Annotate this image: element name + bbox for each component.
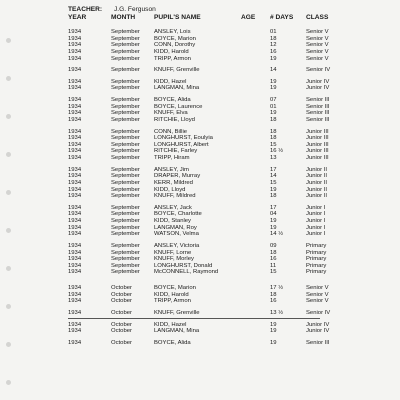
table-row xyxy=(0,298,400,305)
cell-days: 15 xyxy=(270,141,277,148)
cell-pupil-name: KNUFF, Grenville xyxy=(154,309,200,316)
cell-year: 1934 xyxy=(68,55,82,62)
cell-pupil-name: KIDD, Harold xyxy=(154,48,189,55)
table-row xyxy=(0,117,400,124)
cell-days: 19 xyxy=(270,328,277,335)
cell-month: September xyxy=(111,135,140,142)
cell-pupil-name: ANSLEY, Jim xyxy=(154,166,189,173)
cell-class: Junior II xyxy=(306,186,327,193)
teacher-line xyxy=(68,6,156,13)
cell-year: 1934 xyxy=(68,35,82,42)
cell-days: 18 xyxy=(270,249,277,256)
cell-pupil-name: WATSON, Velma xyxy=(154,231,199,238)
cell-class: Junior III xyxy=(306,135,329,142)
cell-class: Senior III xyxy=(306,97,330,103)
cell-class: Junior I xyxy=(306,231,326,238)
cell-pupil-name: KNUFF, Mildred xyxy=(154,193,196,200)
cell-class: Junior I xyxy=(306,211,326,218)
cell-days: 18 xyxy=(270,193,277,200)
cell-class: Senior V xyxy=(306,29,329,35)
table-row xyxy=(0,79,400,86)
cell-month: September xyxy=(111,211,140,218)
cell-days: 18 xyxy=(270,35,277,42)
cell-days: 12 xyxy=(270,42,277,49)
cell-class: Junior II xyxy=(306,173,327,180)
cell-days: 17 xyxy=(270,204,277,211)
cell-month: September xyxy=(111,193,140,200)
cell-days: 19 xyxy=(270,224,277,231)
cell-class: Junior IV xyxy=(306,321,330,328)
cell-year: 1934 xyxy=(68,193,82,200)
cell-pupil-name: KIDD, Hazel xyxy=(154,78,187,85)
cell-pupil-name: LONGHURST, Donald xyxy=(154,262,213,269)
attendance-table xyxy=(0,29,400,351)
cell-pupil-name: KNUFF, Elva xyxy=(154,110,188,117)
cell-pupil-name: LANGMAN, Roy xyxy=(154,224,197,231)
cell-days: 01 xyxy=(270,103,277,110)
table-row xyxy=(0,269,400,276)
cell-pupil-name: BOYCE, Marion xyxy=(154,35,196,42)
cell-year: 1934 xyxy=(68,110,82,117)
cell-year: 1934 xyxy=(68,321,82,328)
cell-year: 1934 xyxy=(68,116,82,123)
cell-month: September xyxy=(111,249,140,256)
cell-month: September xyxy=(111,103,140,110)
cell-pupil-name: ANSLEY, Jack xyxy=(154,204,192,211)
table-row xyxy=(0,292,400,299)
table-row xyxy=(0,173,400,180)
cell-days: 19 xyxy=(270,85,277,92)
cell-year: 1934 xyxy=(68,242,82,249)
cell-pupil-name: KNUFF, Lorne xyxy=(154,249,192,256)
cell-month: September xyxy=(111,256,140,263)
cell-year: 1934 xyxy=(68,186,82,193)
cell-days: 16 xyxy=(270,256,277,263)
table-row xyxy=(0,56,400,63)
cell-month: September xyxy=(111,35,140,42)
cell-days: 13 ½ xyxy=(270,309,284,316)
cell-month: September xyxy=(111,224,140,231)
cell-class: Primary xyxy=(306,249,327,256)
cell-month: October xyxy=(111,309,132,316)
table-row xyxy=(0,180,400,187)
cell-year: 1934 xyxy=(68,328,82,335)
cell-year: 1934 xyxy=(68,298,82,305)
teacher-label: TEACHER: xyxy=(68,6,103,13)
cell-class: Senior V xyxy=(306,298,329,305)
table-row xyxy=(0,225,400,232)
table-row xyxy=(0,129,400,136)
cell-pupil-name: DRAPER, Murray xyxy=(154,173,201,180)
cell-month: September xyxy=(111,166,140,173)
cell-month: October xyxy=(111,339,132,346)
cell-pupil-name: RITCHIE, Farley xyxy=(154,148,198,155)
cell-days: 18 xyxy=(270,291,277,298)
cell-pupil-name: ANSLEY, Lois xyxy=(154,29,191,35)
table-row xyxy=(0,285,400,292)
cell-year: 1934 xyxy=(68,128,82,135)
cell-pupil-name: BOYCE, Charlotte xyxy=(154,211,202,218)
cell-class: Junior III xyxy=(306,148,329,155)
punch-hole xyxy=(6,380,11,385)
cell-days: 04 xyxy=(270,211,277,218)
cell-month: September xyxy=(111,29,140,35)
cell-year: 1934 xyxy=(68,166,82,173)
cell-days: 16 xyxy=(270,48,277,55)
table-row xyxy=(0,310,400,317)
table-row xyxy=(0,135,400,142)
cell-year: 1934 xyxy=(68,291,82,298)
table-row xyxy=(0,263,400,270)
cell-class: Senior V xyxy=(306,285,329,291)
cell-class: Junior III xyxy=(306,128,329,135)
table-row xyxy=(0,218,400,225)
cell-month: September xyxy=(111,173,140,180)
cell-pupil-name: KIDD, Stanley xyxy=(154,218,191,224)
cell-class: Junior IV xyxy=(306,85,330,92)
cell-month: September xyxy=(111,155,140,161)
table-row xyxy=(0,256,400,263)
cell-month: October xyxy=(111,291,132,298)
cell-pupil-name: BOYCE, Marion xyxy=(154,285,196,291)
cell-pupil-name: RITCHIE, Lloyd xyxy=(154,116,195,123)
cell-month: September xyxy=(111,67,140,74)
table-row xyxy=(0,340,400,347)
cell-month: October xyxy=(111,285,132,291)
cell-class: Senior III xyxy=(306,110,330,117)
cell-class: Junior II xyxy=(306,179,327,186)
table-row xyxy=(0,49,400,56)
cell-month: September xyxy=(111,141,140,148)
header-age: AGE xyxy=(241,14,256,21)
table-row xyxy=(0,42,400,49)
cell-pupil-name: KIDD, Lloyd xyxy=(154,186,186,193)
cell-year: 1934 xyxy=(68,29,82,35)
cell-year: 1934 xyxy=(68,269,82,276)
table-row xyxy=(0,104,400,111)
cell-year: 1934 xyxy=(68,211,82,218)
cell-month: September xyxy=(111,186,140,193)
cell-pupil-name: LONGHURST, Albert xyxy=(154,141,209,148)
table-row xyxy=(0,250,400,257)
cell-year: 1934 xyxy=(68,339,82,346)
cell-class: Primary xyxy=(306,256,327,263)
cell-pupil-name: BOYCE, Alida xyxy=(154,339,191,346)
cell-pupil-name: CONN, Dorothy xyxy=(154,42,196,49)
cell-month: September xyxy=(111,242,140,249)
cell-month: September xyxy=(111,128,140,135)
cell-class: Senior V xyxy=(306,48,329,55)
cell-class: Senior III xyxy=(306,103,330,110)
cell-year: 1934 xyxy=(68,135,82,142)
cell-year: 1934 xyxy=(68,155,82,161)
cell-pupil-name: BOYCE, Alida xyxy=(154,97,191,103)
header-class: CLASS xyxy=(306,14,329,21)
cell-year: 1934 xyxy=(68,285,82,291)
cell-month: September xyxy=(111,116,140,123)
header-days: # DAYS xyxy=(270,14,294,21)
cell-class: Primary xyxy=(306,269,327,276)
cell-days: 18 xyxy=(270,128,277,135)
cell-pupil-name: LONGHURST, Eoulyia xyxy=(154,135,213,142)
cell-year: 1934 xyxy=(68,262,82,269)
cell-year: 1934 xyxy=(68,85,82,92)
cell-days: 19 xyxy=(270,321,277,328)
cell-days: 16 xyxy=(270,298,277,305)
cell-pupil-name: TRIPP, Armon xyxy=(154,298,191,305)
cell-class: Junior I xyxy=(306,218,326,224)
cell-class: Primary xyxy=(306,242,327,249)
cell-pupil-name: TRIPP, Armon xyxy=(154,55,191,62)
cell-month: September xyxy=(111,48,140,55)
cell-month: September xyxy=(111,42,140,49)
cell-class: Junior IV xyxy=(306,328,330,335)
cell-year: 1934 xyxy=(68,204,82,211)
cell-class: Junior I xyxy=(306,224,326,231)
cell-days: 09 xyxy=(270,242,277,249)
cell-days: 19 xyxy=(270,339,277,346)
cell-pupil-name: KNUFF, Morley xyxy=(154,256,194,263)
table-row xyxy=(0,187,400,194)
cell-days: 14 ½ xyxy=(270,231,284,238)
cell-class: Senior IV xyxy=(306,309,331,316)
cell-days: 18 xyxy=(270,116,277,123)
cell-month: September xyxy=(111,218,140,224)
cell-pupil-name: KERR, Mildred xyxy=(154,179,193,186)
teacher-name: J.G. Ferguson xyxy=(114,6,156,13)
cell-year: 1934 xyxy=(68,148,82,155)
cell-class: Senior V xyxy=(306,291,329,298)
table-row xyxy=(0,231,400,238)
cell-class: Primary xyxy=(306,262,327,269)
cell-class: Junior II xyxy=(306,193,327,200)
cell-year: 1934 xyxy=(68,78,82,85)
cell-days: 19 xyxy=(270,78,277,85)
table-row xyxy=(0,328,400,335)
cell-days: 19 xyxy=(270,110,277,117)
cell-pupil-name: KIDD, Hazel xyxy=(154,321,187,328)
cell-year: 1934 xyxy=(68,67,82,74)
table-row xyxy=(0,97,400,104)
cell-days: 17 xyxy=(270,166,277,173)
header-month: MONTH xyxy=(111,14,136,21)
cell-class: Junior III xyxy=(306,141,329,148)
cell-class: Junior I xyxy=(306,204,326,211)
cell-days: 19 xyxy=(270,55,277,62)
table-row xyxy=(0,155,400,162)
cell-days: 11 xyxy=(270,262,277,269)
cell-year: 1934 xyxy=(68,224,82,231)
cell-class: Junior II xyxy=(306,166,327,173)
table-row xyxy=(0,193,400,200)
table-row xyxy=(0,29,400,36)
cell-pupil-name: TRIPP, Hiram xyxy=(154,155,190,161)
cell-days: 01 xyxy=(270,29,277,35)
cell-month: September xyxy=(111,85,140,92)
table-row xyxy=(0,243,400,250)
table-row xyxy=(0,211,400,218)
header-year: YEAR xyxy=(68,14,87,21)
table-row xyxy=(0,110,400,117)
cell-month: September xyxy=(111,97,140,103)
cell-days: 07 xyxy=(270,97,277,103)
cell-days: 14 xyxy=(270,67,277,74)
cell-class: Senior V xyxy=(306,42,329,49)
cell-month: September xyxy=(111,55,140,62)
cell-year: 1934 xyxy=(68,103,82,110)
column-headers xyxy=(0,14,400,23)
header-pupil-name: PUPIL'S NAME xyxy=(154,14,201,21)
table-row xyxy=(0,36,400,43)
cell-pupil-name: LANGMAN, Mina xyxy=(154,328,200,335)
cell-days: 14 xyxy=(270,173,277,180)
cell-pupil-name: CONN, Billie xyxy=(154,128,188,135)
table-row xyxy=(0,67,400,74)
cell-class: Senior V xyxy=(306,35,329,42)
cell-month: September xyxy=(111,269,140,276)
cell-year: 1934 xyxy=(68,42,82,49)
cell-year: 1934 xyxy=(68,256,82,263)
cell-class: Senior III xyxy=(306,339,330,346)
cell-pupil-name: KNUFF, Grenville xyxy=(154,67,200,74)
cell-pupil-name: BOYCE, Laurence xyxy=(154,103,203,110)
cell-class: Junior IV xyxy=(306,78,330,85)
table-row xyxy=(0,322,400,329)
cell-month: September xyxy=(111,148,140,155)
cell-month: September xyxy=(111,110,140,117)
cell-days: 15 xyxy=(270,269,277,276)
cell-month: September xyxy=(111,78,140,85)
cell-year: 1934 xyxy=(68,48,82,55)
cell-class: Junior III xyxy=(306,155,329,161)
cell-year: 1934 xyxy=(68,218,82,224)
cell-month: September xyxy=(111,179,140,186)
cell-days: 13 xyxy=(270,155,277,161)
table-row xyxy=(0,142,400,149)
cell-pupil-name: KIDD, Harold xyxy=(154,291,189,298)
cell-year: 1934 xyxy=(68,141,82,148)
cell-month: September xyxy=(111,204,140,211)
cell-days: 18 xyxy=(270,135,277,142)
cell-days: 19 xyxy=(270,218,277,224)
cell-year: 1934 xyxy=(68,249,82,256)
cell-year: 1934 xyxy=(68,97,82,103)
cell-pupil-name: LANGMAN, Mina xyxy=(154,85,200,92)
cell-month: September xyxy=(111,231,140,238)
table-row xyxy=(0,148,400,155)
cell-days: 15 xyxy=(270,179,277,186)
cell-class: Senior IV xyxy=(306,67,331,74)
table-row xyxy=(0,167,400,174)
cell-month: October xyxy=(111,298,132,305)
cell-pupil-name: McCONNELL, Raymond xyxy=(154,269,219,276)
cell-year: 1934 xyxy=(68,231,82,238)
table-row xyxy=(0,205,400,212)
group-gap xyxy=(0,346,400,351)
cell-class: Senior III xyxy=(306,116,330,123)
cell-year: 1934 xyxy=(68,173,82,180)
cell-days: 17 ½ xyxy=(270,285,284,291)
cell-year: 1934 xyxy=(68,309,82,316)
cell-pupil-name: ANSLEY, Victoria xyxy=(154,242,200,249)
table-row xyxy=(0,85,400,92)
cell-month: October xyxy=(111,321,132,328)
cell-days: 16 ½ xyxy=(270,148,284,155)
cell-class: Senior V xyxy=(306,55,329,62)
cell-year: 1934 xyxy=(68,179,82,186)
cell-days: 19 xyxy=(270,186,277,193)
cell-month: September xyxy=(111,262,140,269)
cell-month: October xyxy=(111,328,132,335)
